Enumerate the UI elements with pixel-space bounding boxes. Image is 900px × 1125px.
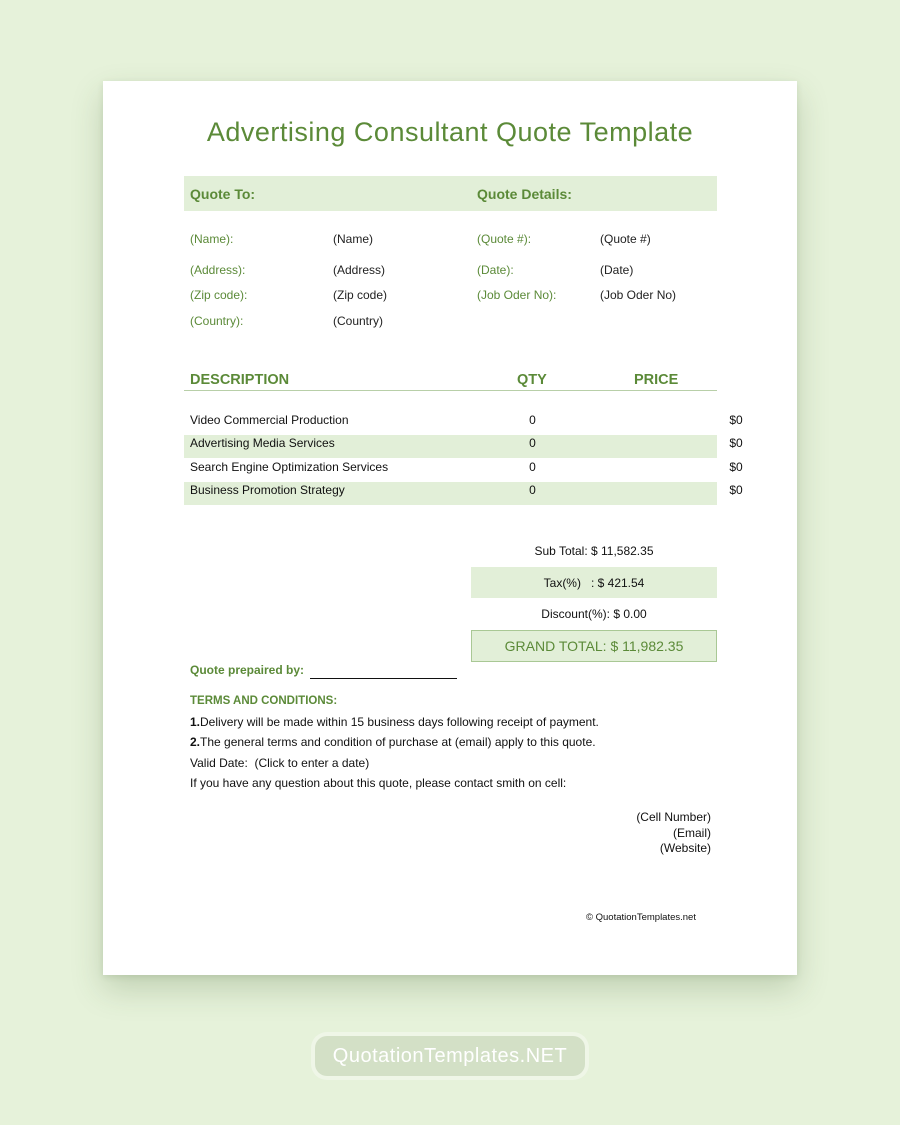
item-description: Advertising Media Services (190, 436, 335, 450)
table-row (184, 455, 743, 478)
job-order-label: (Job Oder No): (477, 288, 557, 302)
terms-line-1 (190, 715, 599, 729)
description-header: DESCRIPTION (190, 372, 290, 388)
terms-line-2-number: 2. (190, 735, 201, 749)
name-label: (Name): (190, 232, 234, 246)
item-qty[interactable]: 0 (529, 413, 536, 427)
table-row (184, 408, 743, 431)
terms-line-1-text: Delivery will be made within 15 business days following receipt of payment. (200, 715, 599, 729)
quote-number-value[interactable]: (Quote #) (600, 232, 651, 246)
item-price[interactable]: $0 (729, 413, 743, 427)
terms-heading: TERMS AND CONDITIONS: (190, 695, 338, 707)
header-band (184, 176, 717, 211)
terms-line-2 (190, 735, 596, 749)
table-header-rule (184, 390, 717, 391)
prepared-by-signature-line[interactable] (310, 678, 457, 679)
zip-value[interactable]: (Zip code) (333, 288, 388, 302)
item-description: Business Promotion Strategy (190, 483, 345, 497)
address-value[interactable]: (Address) (333, 263, 386, 277)
item-description: Video Commercial Production (190, 413, 349, 427)
email[interactable]: (Email) (673, 826, 711, 840)
price-header: PRICE (634, 372, 679, 388)
address-label: (Address): (190, 263, 246, 277)
item-qty[interactable]: 0 (529, 460, 536, 474)
qty-header: QTY (517, 372, 547, 388)
sub-total: Sub Total: $ 11,582.35 (534, 544, 654, 558)
item-price[interactable]: $0 (729, 483, 743, 497)
contact-question: If you have any question about this quote, please contact smith on cell: (190, 776, 567, 790)
quote-details-heading: Quote Details: (477, 186, 572, 202)
terms-line-2-text: The general terms and condition of purchase at (email) apply to this quote. (200, 735, 596, 749)
job-order-value[interactable]: (Job Oder No) (600, 288, 677, 302)
quote-document (103, 81, 797, 975)
country-value[interactable]: (Country) (333, 314, 384, 328)
valid-date[interactable]: Valid Date: (Click to enter a date) (190, 756, 370, 770)
item-description: Search Engine Optimization Services (190, 460, 389, 474)
item-qty[interactable]: 0 (529, 483, 536, 497)
item-qty[interactable]: 0 (529, 436, 536, 450)
country-label: (Country): (190, 314, 244, 328)
prepared-by-label: Quote prepaired by: (190, 663, 305, 677)
terms-line-1-number: 1. (190, 715, 201, 729)
discount: Discount(%): $ 0.00 (541, 607, 647, 621)
quote-to-heading: Quote To: (190, 186, 256, 202)
item-price[interactable]: $0 (729, 460, 743, 474)
table-row (184, 482, 743, 505)
date-label: (Date): (477, 263, 514, 277)
website[interactable]: (Website) (659, 841, 711, 855)
tax: Tax(%) : $ 421.54 (543, 576, 645, 590)
cell-number[interactable]: (Cell Number) (636, 810, 711, 824)
name-value[interactable]: (Name) (333, 232, 374, 246)
item-price[interactable]: $0 (729, 436, 743, 450)
document-title: Advertising Consultant Quote Template (206, 117, 694, 147)
copyright: © QuotationTemplates.net (586, 912, 696, 923)
zip-label: (Zip code): (190, 288, 248, 302)
grand-total: GRAND TOTAL: $ 11,982.35 (471, 630, 717, 662)
quote-number-label: (Quote #): (477, 232, 532, 246)
brand-watermark: QuotationTemplates.NET (315, 1036, 585, 1076)
date-value[interactable]: (Date) (600, 263, 634, 277)
